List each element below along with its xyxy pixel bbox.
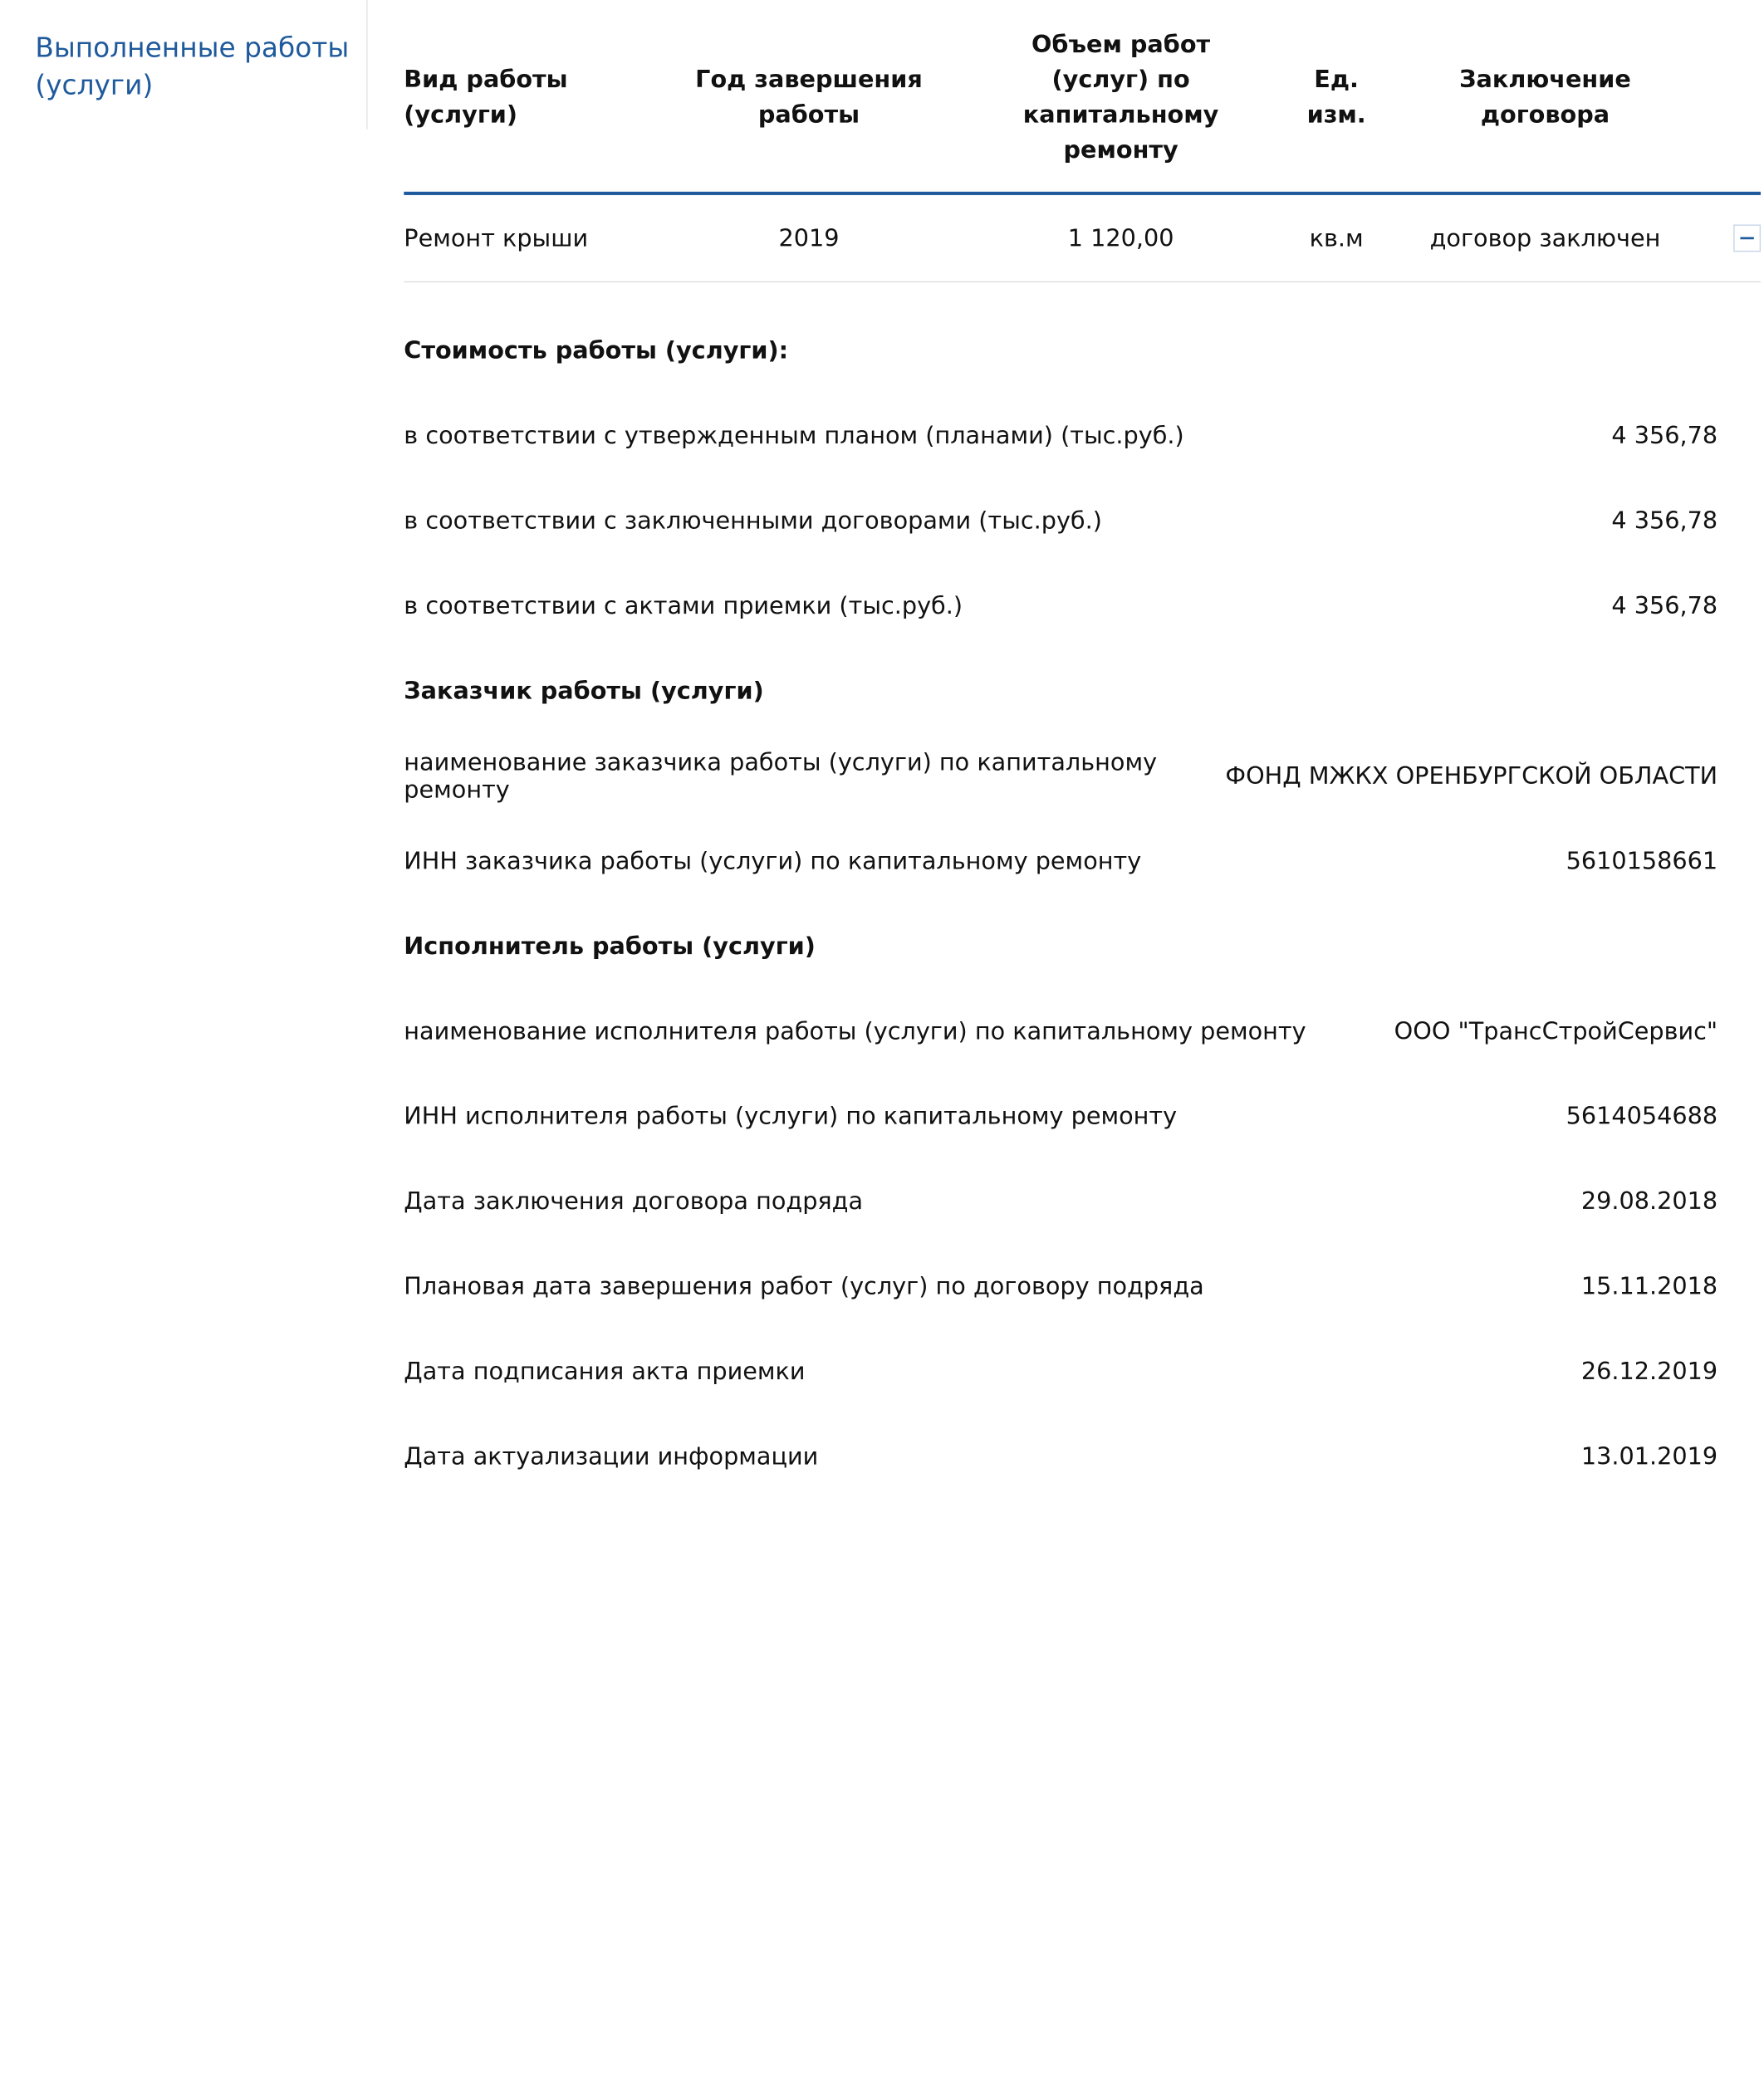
cell-unit: кв.м — [1309, 224, 1364, 252]
detail-label: наименование заказчика работы (услуги) по капитальному ремонту — [404, 747, 1158, 803]
detail-row — [404, 1329, 1717, 1413]
header-volume: Объем работ (услуг) по капитальному ремонту — [1022, 30, 1219, 164]
detail-value: 4 356,78 — [1611, 421, 1718, 449]
header-contract: Заключение договора — [1459, 66, 1631, 129]
detail-value: ООО "ТрансСтройСервис" — [1394, 1016, 1718, 1045]
header-unit: Ед. изм. — [1306, 66, 1366, 129]
detail-label: наименование исполнителя работы (услуги) по капитальному ремонту — [404, 1016, 1306, 1045]
detail-value: 29.08.2018 — [1580, 1187, 1718, 1215]
detail-row — [404, 818, 1717, 903]
detail-label: Плановая дата завершения работ (услуг) по договору подряда — [404, 1271, 1204, 1299]
detail-label: Дата заключения договора подряда — [404, 1187, 864, 1215]
detail-row — [404, 1073, 1717, 1158]
detail-value: 4 356,78 — [1611, 506, 1718, 534]
cost-heading: Стоимость работы (услуги): — [404, 336, 789, 364]
detail-value: 15.11.2018 — [1580, 1271, 1718, 1299]
detail-label: в соответствии с актами приемки (тыс.руб.) — [404, 591, 963, 619]
contractor-heading: Исполнитель работы (услуги) — [404, 932, 816, 959]
table-row[interactable] — [404, 195, 1761, 282]
header-work-type: Вид работы (услуги) — [404, 66, 568, 129]
works-table — [404, 0, 1761, 1498]
detail-row — [404, 563, 1717, 648]
detail-value: 13.01.2019 — [1580, 1441, 1718, 1470]
header-completion-year: Год завершения работы — [695, 66, 923, 129]
detail-row — [404, 1413, 1717, 1498]
row-details — [404, 307, 1717, 1498]
detail-label: ИНН заказчика работы (услуги) по капитальному ремонту — [404, 846, 1142, 874]
detail-value: 5614054688 — [1566, 1102, 1718, 1129]
detail-value: 5610158661 — [1566, 846, 1718, 874]
collapse-minus-icon[interactable] — [1733, 224, 1761, 252]
detail-row — [404, 477, 1717, 562]
cell-completion-year: 2019 — [778, 224, 840, 252]
customer-heading: Заказчик работы (услуги) — [404, 676, 764, 704]
detail-label: в соответствии с утвержденным планом (планами) (тыс.руб.) — [404, 421, 1184, 449]
detail-label: Дата подписания акта приемки — [404, 1357, 806, 1385]
cell-volume: 1 120,00 — [1067, 224, 1174, 252]
cell-contract: договор заключен — [1429, 224, 1661, 252]
section-title: Выполненные работы (услуги) — [35, 32, 350, 101]
detail-label: ИНН исполнителя работы (услуги) по капитальному ремонту — [404, 1102, 1178, 1129]
detail-row — [404, 1243, 1717, 1328]
detail-label: в соответствии с заключенными договорами (тыс.руб.) — [404, 506, 1102, 534]
detail-value: ФОНД МЖКХ ОРЕНБУРГСКОЙ ОБЛАСТИ — [1225, 761, 1718, 790]
table-header — [404, 0, 1761, 192]
detail-label: Дата актуализации информации — [404, 1441, 819, 1470]
cell-work-type: Ремонт крыши — [404, 224, 589, 252]
detail-row — [404, 393, 1717, 477]
detail-value: 26.12.2019 — [1580, 1357, 1718, 1385]
detail-row — [404, 988, 1717, 1073]
detail-row — [404, 1158, 1717, 1243]
detail-row — [404, 732, 1717, 817]
detail-value: 4 356,78 — [1611, 591, 1718, 619]
vertical-divider — [366, 0, 367, 130]
